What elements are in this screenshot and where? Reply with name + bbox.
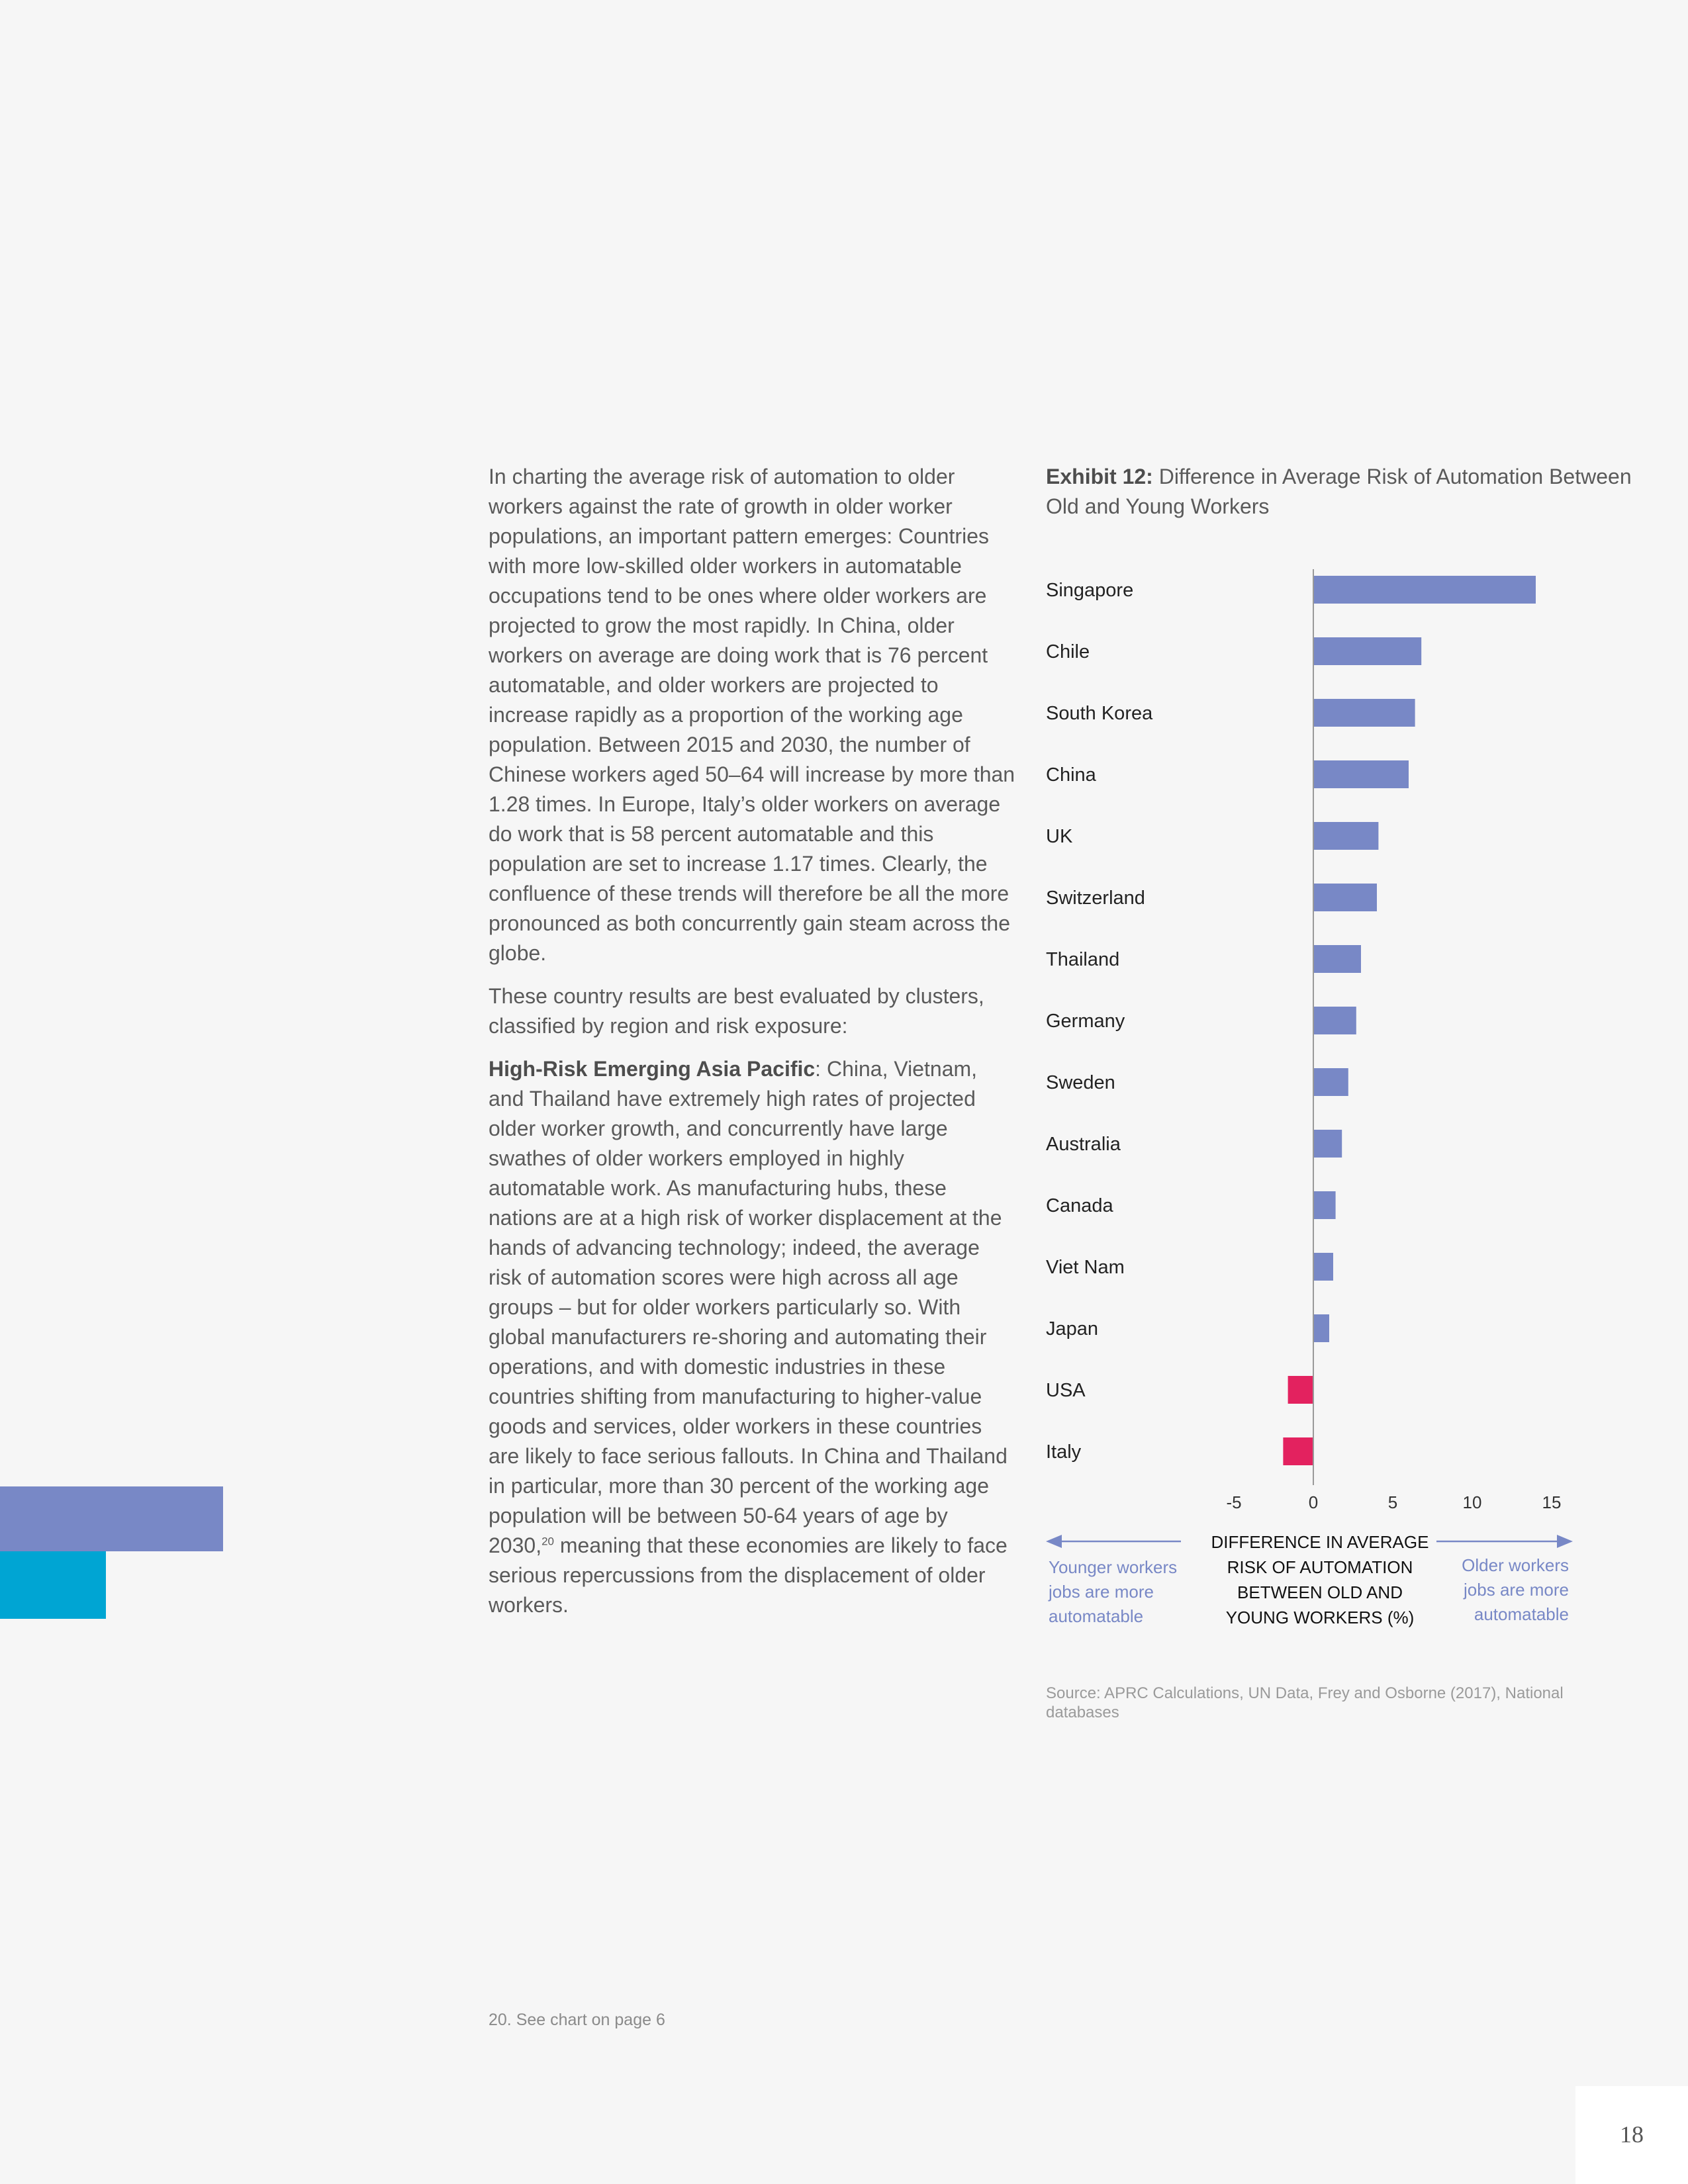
footnote: 20. See chart on page 6: [489, 2011, 665, 2029]
right-arrow-head: [1557, 1535, 1573, 1548]
paragraph-2: These country results are best evaluated by clusters, classified by region and risk exposure:: [489, 984, 984, 1038]
paragraph-3-text-a: : China, Vietnam, and Thailand have extremely high rates of projected older worker growth, and concurrently have large swathes of older workers employed in highly automatable work. As manufacturing hubs, these nations are at a high risk of worker displacement at the hands of advancing technology; indeed, the average risk of automation scores were high across all age groups – but for older workers particularly so. With global manufacturers re-shoring and automating their operations, and with domestic industries in these countries shifting from manufacturing to higher-value goods and services, older workers in these countries are likely to face serious fallouts. In China and Thailand in particular, more than 30 percent of the working age population will be between 50-64 years of age by 2030,: [489, 1057, 1008, 1557]
bar: [1283, 1437, 1313, 1465]
category-label: South Korea: [1046, 703, 1153, 724]
source-note: Source: APRC Calculations, UN Data, Frey and Osborne (2017), National databases: [1046, 1684, 1564, 1721]
category-label: Viet Nam: [1046, 1257, 1125, 1278]
right-direction-note: jobs are more: [1464, 1580, 1569, 1600]
bar: [1313, 760, 1409, 788]
category-label: Switzerland: [1046, 887, 1145, 909]
category-label: Italy: [1046, 1441, 1082, 1463]
category-label: USA: [1046, 1380, 1086, 1401]
category-label: Singapore: [1046, 580, 1134, 601]
right-direction-note: Older workers: [1462, 1555, 1569, 1575]
body-text: [489, 462, 1018, 1633]
page-number-box: [1575, 2086, 1688, 2184]
category-label: Chile: [1046, 641, 1090, 662]
footnote-ref: 20: [541, 1535, 554, 1548]
category-label: Australia: [1046, 1134, 1121, 1155]
category-label: UK: [1046, 826, 1073, 847]
right-direction-note: automatable: [1474, 1604, 1569, 1624]
category-label: China: [1046, 764, 1096, 786]
x-tick-label: 5: [1387, 1492, 1398, 1512]
bar: [1313, 637, 1421, 665]
decorative-block-blue: [0, 1551, 106, 1619]
decorative-block-purple: [0, 1486, 223, 1551]
bar: [1313, 1130, 1342, 1158]
exhibit-title-text: Difference in Average Risk of Automation Between Old and Young Workers: [1046, 465, 1632, 518]
x-axis-label-line: RISK OF AUTOMATION: [1227, 1557, 1413, 1577]
bar: [1313, 822, 1378, 850]
bar: [1313, 1191, 1336, 1219]
x-axis-label-line: DIFFERENCE IN AVERAGE: [1211, 1532, 1429, 1552]
paragraph-1: In charting the average risk of automation to older workers against the rate of growth in older worker populations, an important pattern emerges: Countries with more low-skilled older workers in automatable occupations tend to be ones where older workers are projected to grow the most rapidly. In China, older workers on average are doing work that is 76 percent automatable, and older workers are projected to increase rapidly as a proportion of the working age population. Between 2015 and 2030, the number of Chinese workers aged 50–64 will increase by more than 1.28 times. In Europe, Italy’s older workers on average do work that is 58 percent automatable and this population are set to increase 1.17 times. Clearly, the confluence of these trends will therefore be all the more pronounced as both concurrently gain steam across the globe.: [489, 465, 1015, 965]
bar: [1313, 699, 1415, 727]
x-tick-label: 15: [1542, 1492, 1562, 1512]
left-direction-note: automatable: [1049, 1606, 1144, 1626]
left-direction-note: jobs are more: [1049, 1582, 1154, 1602]
bar-chart: [1039, 563, 1582, 1655]
category-label: Germany: [1046, 1011, 1125, 1032]
exhibit-label: Exhibit 12:: [1046, 465, 1153, 488]
category-label: Japan: [1046, 1318, 1099, 1340]
exhibit-title: [1046, 462, 1642, 522]
category-label: Thailand: [1046, 949, 1120, 970]
left-arrow-head: [1046, 1535, 1062, 1548]
bar: [1313, 1068, 1348, 1096]
left-direction-note: Younger workers: [1049, 1557, 1178, 1577]
bar: [1313, 884, 1377, 911]
bar: [1288, 1376, 1313, 1404]
category-label: Canada: [1046, 1195, 1113, 1216]
x-tick-label: -5: [1226, 1492, 1242, 1512]
bar: [1313, 1253, 1333, 1281]
page-number: 18: [1620, 2121, 1644, 2148]
x-tick-label: 0: [1308, 1492, 1319, 1512]
paragraph-3: [489, 1054, 1018, 1620]
x-axis-label-line: YOUNG WORKERS (%): [1225, 1608, 1415, 1627]
x-tick-label: 10: [1462, 1492, 1482, 1512]
bar: [1313, 1314, 1329, 1342]
bar: [1313, 1007, 1356, 1034]
paragraph-3-heading: High-Risk Emerging Asia Pacific: [489, 1057, 816, 1081]
paragraph-3-text-b: meaning that these economies are likely to face serious repercussions from the displacement of older workers.: [489, 1533, 1008, 1617]
x-axis-label-line: BETWEEN OLD AND: [1237, 1582, 1403, 1602]
bar: [1313, 576, 1536, 604]
category-label: Sweden: [1046, 1072, 1115, 1093]
bar: [1313, 945, 1361, 973]
